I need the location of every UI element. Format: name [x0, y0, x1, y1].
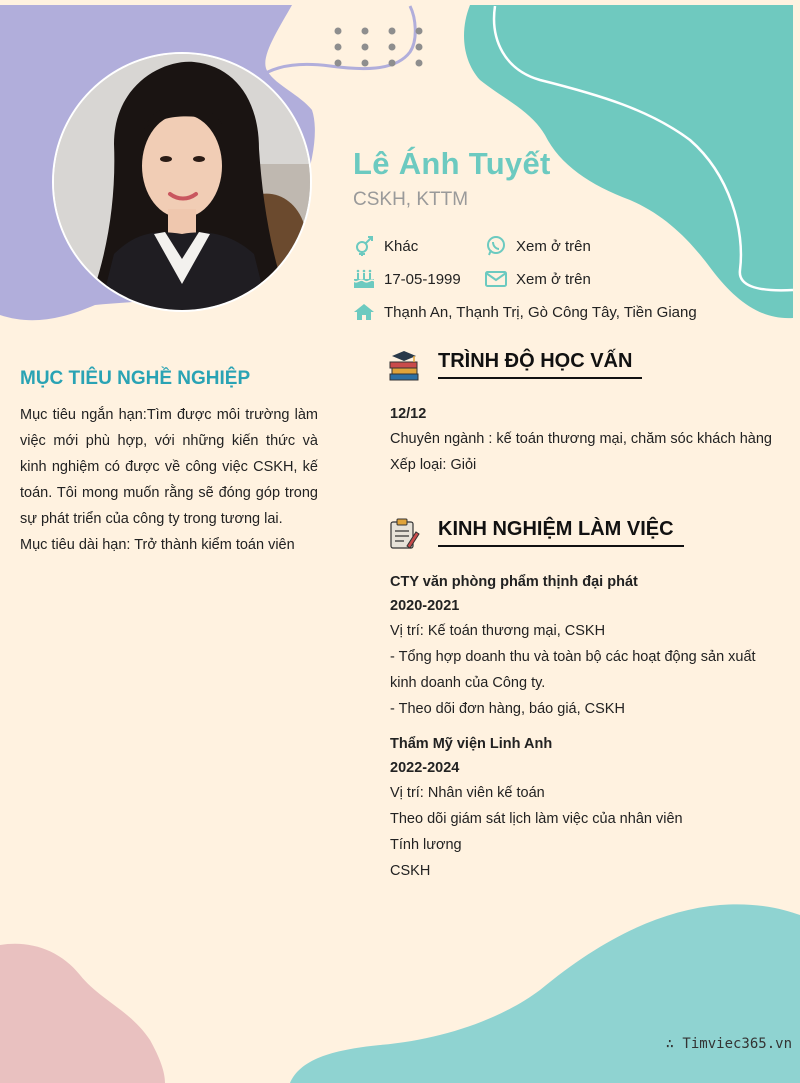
books-icon: [388, 350, 420, 382]
email-row: [485, 269, 591, 289]
education-major: Chuyên ngành : kế toán thương mại, chăm sóc khách hàng: [390, 431, 772, 447]
clipboard-icon: [388, 518, 420, 550]
job-period: 2022-2024: [390, 760, 460, 776]
candidate-role: CSKH, KTTM: [353, 189, 469, 210]
job-line: - Theo dõi đơn hàng, báo giá, CSKH: [390, 701, 625, 717]
job-line: - Tổng hợp doanh thu và toàn bộ các hoạt động sản xuất kinh doanh của Công ty.: [390, 649, 756, 691]
job-line: CSKH: [390, 863, 431, 879]
experience-title: KINH NGHIỆM LÀM VIỆC: [438, 518, 684, 547]
education-header: [388, 350, 642, 382]
cake-icon: [353, 269, 375, 289]
job-company: Thẩm Mỹ viện Linh Anh: [390, 736, 553, 752]
mail-icon: [485, 269, 507, 289]
objective-short-term: Mục tiêu ngắn hạn:Tìm được môi trường làm việc mới phù hợp, với những kiến thức và kinh nghiệm có được về công việc CSKH, kế toán. Tôi mong muốn rằng sẽ đóng góp trong sự phát triển của công ty trong tương lai.: [20, 407, 318, 527]
job-line: Theo dõi giám sát lịch làm việc của nhân viên: [390, 811, 683, 827]
address-value: Thạnh An, Thạnh Trị, Gò Công Tây, Tiền Giang: [384, 303, 697, 321]
objective-body: [20, 402, 318, 558]
job-period: 2020-2021: [390, 598, 460, 614]
job-line: Vị trí: Nhân viên kế toán: [390, 785, 545, 801]
gender-value: Khác: [384, 237, 419, 255]
education-level: 12/12: [390, 406, 427, 422]
email-value: Xem ở trên: [516, 270, 591, 288]
job-entry-1: [390, 570, 780, 722]
whatsapp-icon: [485, 236, 507, 256]
education-body: [390, 402, 780, 478]
objective-title: MỤC TIÊU NGHỀ NGHIỆP: [20, 368, 251, 389]
birthdate-row: [353, 269, 461, 289]
job-line: Tính lương: [390, 837, 462, 853]
experience-header: [388, 518, 684, 550]
education-grade: Xếp loại: Giỏi: [390, 457, 477, 473]
objective-long-term: Mục tiêu dài hạn: Trở thành kiểm toán viên: [20, 537, 295, 553]
candidate-name: Lê Ánh Tuyết: [353, 146, 551, 181]
footer-brand: ∴ Timviec365.vn: [665, 1036, 792, 1052]
home-icon: [353, 302, 375, 322]
gender-row: [353, 236, 418, 256]
profile-photo: [52, 52, 312, 312]
job-entry-2: [390, 732, 780, 884]
gender-icon: [353, 236, 375, 256]
phone-value: Xem ở trên: [516, 237, 591, 255]
education-title: TRÌNH ĐỘ HỌC VẤN: [438, 350, 642, 379]
portrait-illustration: [54, 54, 312, 312]
address-row: [353, 302, 697, 322]
job-line: Vị trí: Kế toán thương mại, CSKH: [390, 623, 606, 639]
phone-row: [485, 236, 591, 256]
job-company: CTY văn phòng phẩm thịnh đại phát: [390, 574, 638, 590]
birthdate-value: 17-05-1999: [384, 270, 461, 288]
